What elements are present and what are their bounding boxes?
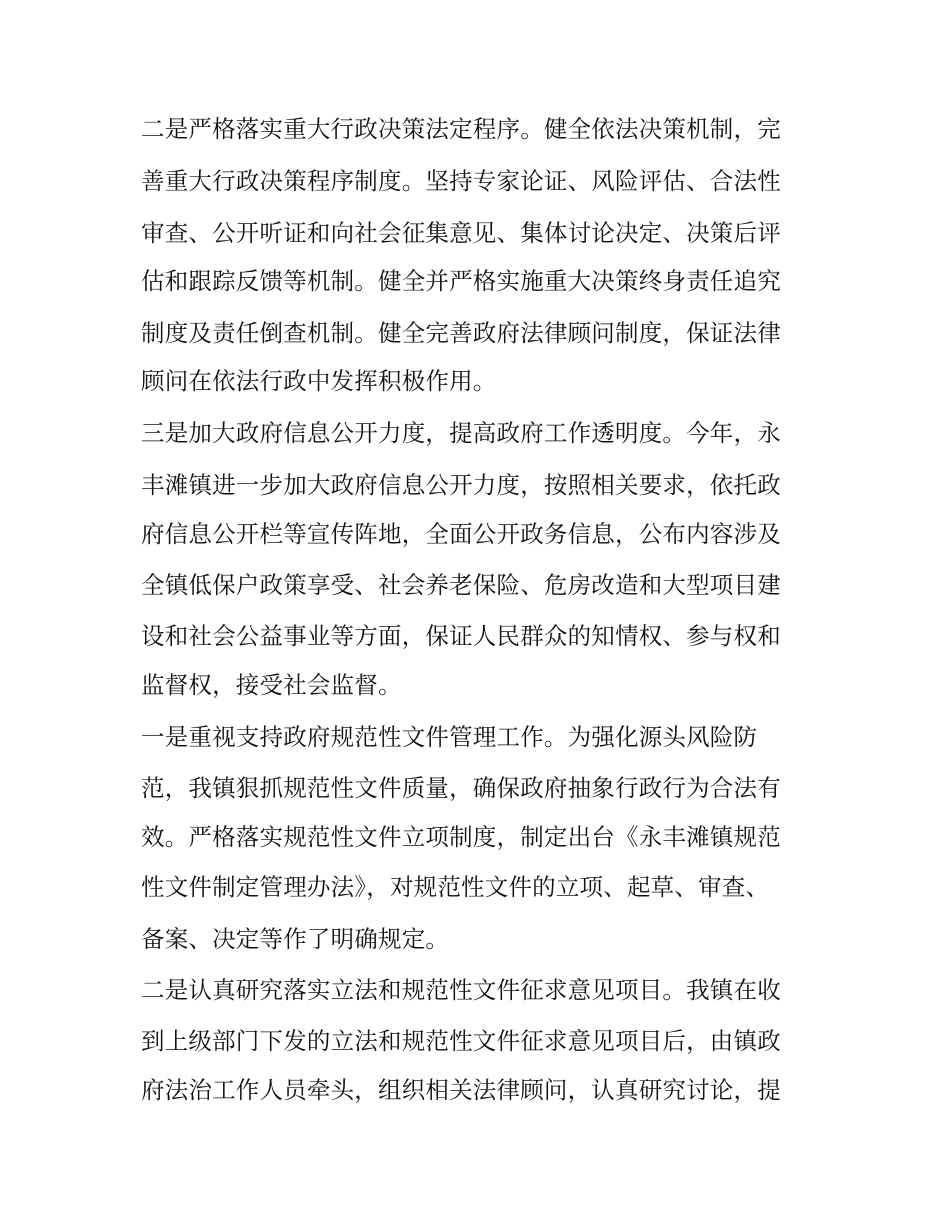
text-line: 估和跟踪反馈等机制。健全并严格实施重大决策终身责任追究 <box>141 267 781 295</box>
text-line: 一是重视支持政府规范性文件管理工作。为强化源头风险防 <box>141 723 758 751</box>
text-line: 府法治工作人员牵头，组织相关法律顾问，认真研究讨论，提 <box>141 1076 781 1104</box>
text-line: 制度及责任倒查机制。健全完善政府法律顾问制度，保证法律 <box>141 319 781 347</box>
text-line: 到上级部门下发的立法和规范性文件征求意见项目后，由镇政 <box>141 1027 781 1055</box>
text-line: 备案、决定等作了明确规定。 <box>141 925 450 953</box>
text-line: 监督权，接受社会监督。 <box>141 671 402 699</box>
text-line: 设和社会公益事业等方面，保证人民群众的知情权、参与权和 <box>141 622 781 650</box>
text-line: 效。严格落实规范性文件立项制度，制定出台《永丰滩镇规范 <box>141 823 781 851</box>
text-line: 善重大行政决策程序制度。坚持专家论证、风险评估、合法性 <box>141 167 781 195</box>
text-line: 顾问在依法行政中发挥积极作用。 <box>141 367 497 395</box>
text-line: 审查、公开听证和向社会征集意见、集体讨论决定、决策后评 <box>141 219 781 247</box>
text-line: 二是认真研究落实立法和规范性文件征求意见项目。我镇在收 <box>141 976 781 1004</box>
text-line: 性文件制定管理办法》，对规范性文件的立项、起草、审查、 <box>141 873 770 901</box>
text-line: 二是严格落实重大行政决策法定程序。健全依法决策机制，完 <box>141 115 781 143</box>
text-line: 府信息公开栏等宣传阵地，全面公开政务信息，公布内容涉及 <box>141 520 781 548</box>
text-line: 三是加大政府信息公开力度，提高政府工作透明度。今年，永 <box>141 419 781 447</box>
text-line: 范，我镇狠抓规范性文件质量，确保政府抽象行政行为合法有 <box>141 774 781 802</box>
text-line: 丰滩镇进一步加大政府信息公开力度，按照相关要求，依托政 <box>141 471 781 499</box>
text-line: 全镇低保户政策享受、社会养老保险、危房改造和大型项目建 <box>141 571 781 599</box>
